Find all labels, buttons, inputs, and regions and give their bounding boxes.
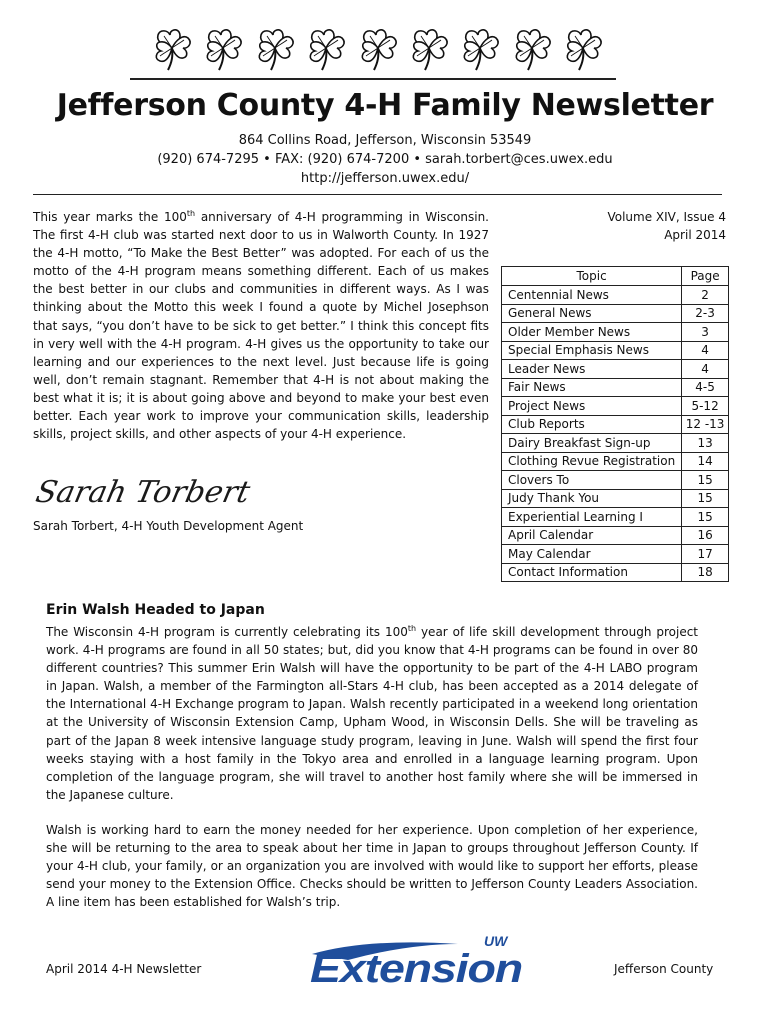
- toc-header-row: [502, 267, 729, 286]
- toc-topic: Project News: [502, 397, 682, 416]
- toc-row: [502, 360, 729, 379]
- signature-image: [32, 466, 253, 516]
- toc-topic: Special Emphasis News: [502, 341, 682, 360]
- toc-row: [502, 304, 729, 323]
- toc-topic: General News: [502, 304, 682, 323]
- toc-page: 15: [682, 489, 729, 508]
- toc-page: 14: [682, 452, 729, 471]
- toc-row: [502, 471, 729, 490]
- contact-line: (920) 674-7295 • FAX: (920) 674-7200 • sarah.torbert@ces.uwex.edu: [157, 152, 613, 167]
- footer-left: April 2014 4-H Newsletter: [46, 962, 202, 976]
- toc-page: 5-12: [682, 397, 729, 416]
- shamrock-icon: [561, 26, 605, 72]
- toc-page: 2: [682, 286, 729, 305]
- article-title: Erin Walsh Headed to Japan: [46, 602, 265, 618]
- toc-page: 3: [682, 323, 729, 342]
- toc-header-page: Page: [682, 267, 729, 286]
- toc-topic: Dairy Breakfast Sign-up: [502, 434, 682, 453]
- toc-page: 16: [682, 526, 729, 545]
- header-rule-top: [130, 78, 616, 80]
- toc-page: 15: [682, 471, 729, 490]
- toc-row: [502, 415, 729, 434]
- toc-page: 15: [682, 508, 729, 527]
- toc-row: [502, 545, 729, 564]
- toc-row: [502, 286, 729, 305]
- shamrock-icon: [253, 26, 297, 72]
- toc-body: [502, 286, 729, 582]
- shamrock-icon: [304, 26, 348, 72]
- toc-page: 4-5: [682, 378, 729, 397]
- toc-row: [502, 341, 729, 360]
- toc-topic: Leader News: [502, 360, 682, 379]
- shamrock-icon: [150, 26, 194, 72]
- toc-topic: Contact Information: [502, 563, 682, 582]
- newsletter-title: Jefferson County 4-H Family Newsletter: [56, 88, 714, 123]
- volume-issue: Volume XIV, Issue 4: [607, 210, 726, 224]
- toc-row: [502, 434, 729, 453]
- logo-extension: Extension: [310, 947, 522, 991]
- toc-topic: Judy Thank You: [502, 489, 682, 508]
- toc-topic: Experiential Learning I: [502, 508, 682, 527]
- toc-topic: May Calendar: [502, 545, 682, 564]
- toc-page: 17: [682, 545, 729, 564]
- toc-page: 13: [682, 434, 729, 453]
- toc-row: [502, 378, 729, 397]
- intro-paragraph: This year marks the 100th anniversary of 4-H programming in Wisconsin. The first 4-H club was started next door to us in Walworth County. In 1927 the 4-H motto, “To Make the Best Better” was adopted. For each of us the motto of the 4-H program means something different. Each of us makes the best better in our clubs and communities in different ways. As I was thinking about the Motto this week I found a quote by Michel Josephson that says, “you don’t have to be sick to get better.” I think this concept fits in very well with the 4-H program. 4-H gives us the opportunity to take our learning and our experiences to the next level. Just because life is going well, don’t remain stagnant. Remember that 4-H is not about making the best what it is; it is about going above and beyond to make your best even better. Each year work to improve your communication skills, leadership skills, project skills, and other aspects of your 4-H experience.: [33, 209, 489, 442]
- website-line: http://jefferson.uwex.edu/: [300, 171, 470, 186]
- table-of-contents: [501, 266, 729, 582]
- signature-line: Sarah Torbert, 4-H Youth Development Agent: [33, 519, 304, 533]
- shamrock-icon: [510, 26, 554, 72]
- clover-banner: [150, 26, 605, 72]
- toc-row: [502, 397, 729, 416]
- toc-row: [502, 563, 729, 582]
- shamrock-icon: [407, 26, 451, 72]
- uw-extension-logo: [308, 930, 524, 991]
- toc-page: 12 -13: [682, 415, 729, 434]
- toc-row: [502, 508, 729, 527]
- issue-date: April 2014: [664, 228, 726, 242]
- article-paragraph-1: The Wisconsin 4-H program is currently celebrating its 100th year of life skill development through project work. 4-H programs are found in all 50 states; but, did you know that 4-H programs can be found in over 80 different countries? This summer Erin Walsh will have the opportunity to be part of the 4-H LABO program in Japan. Walsh, a member of the Farmington all-Stars 4-H club, has been accepted as a 2014 delegate of the International 4-H Exchange program to Japan. Walsh recently participated in a weekend long orientation at the University of Wisconsin Extension Camp, Upham Wood, in Wisconsin Dells. She will be traveling as part of the Japan 8 week intensive language study program, leaving in June. Walsh will spend the first four weeks staying with a host family in the Tokyo area and enrolled in a language learning program. Upon completion of the language program, she will travel to another host family where she will be immersed in the Japanese culture.: [46, 624, 698, 802]
- header-rule-bottom: [33, 194, 722, 195]
- toc-page: 4: [682, 341, 729, 360]
- toc-topic: Clothing Revue Registration: [502, 452, 682, 471]
- toc-row: [502, 526, 729, 545]
- logo-uw: UW: [484, 933, 508, 949]
- address-line: 864 Collins Road, Jefferson, Wisconsin 53549: [238, 133, 532, 148]
- toc-topic: Older Member News: [502, 323, 682, 342]
- toc-row: [502, 323, 729, 342]
- toc-topic: April Calendar: [502, 526, 682, 545]
- article-paragraph-2: Walsh is working hard to earn the money needed for her experience. Upon completion of her experience, she will be returning to the area to speak about her time in Japan to groups throughout Jefferson County. If your 4-H club, your family, or an organization you are involved with would like to support her efforts, please send your money to the Extension Office. Checks should be written to Jefferson County Leaders Association. A line item has been established for Walsh’s trip.: [46, 823, 698, 910]
- shamrock-icon: [201, 26, 245, 72]
- shamrock-icon: [458, 26, 502, 72]
- toc-row: [502, 489, 729, 508]
- shamrock-icon: [356, 26, 400, 72]
- toc-page: 2-3: [682, 304, 729, 323]
- toc-page: 18: [682, 563, 729, 582]
- toc-topic: Club Reports: [502, 415, 682, 434]
- footer-right: Jefferson County: [614, 962, 714, 976]
- toc-header-topic: Topic: [502, 267, 682, 286]
- toc-topic: Centennial News: [502, 286, 682, 305]
- signature-text: Sarah Torbert: [32, 475, 253, 510]
- toc-page: 4: [682, 360, 729, 379]
- toc-topic: Fair News: [502, 378, 682, 397]
- toc-topic: Clovers To: [502, 471, 682, 490]
- toc-row: [502, 452, 729, 471]
